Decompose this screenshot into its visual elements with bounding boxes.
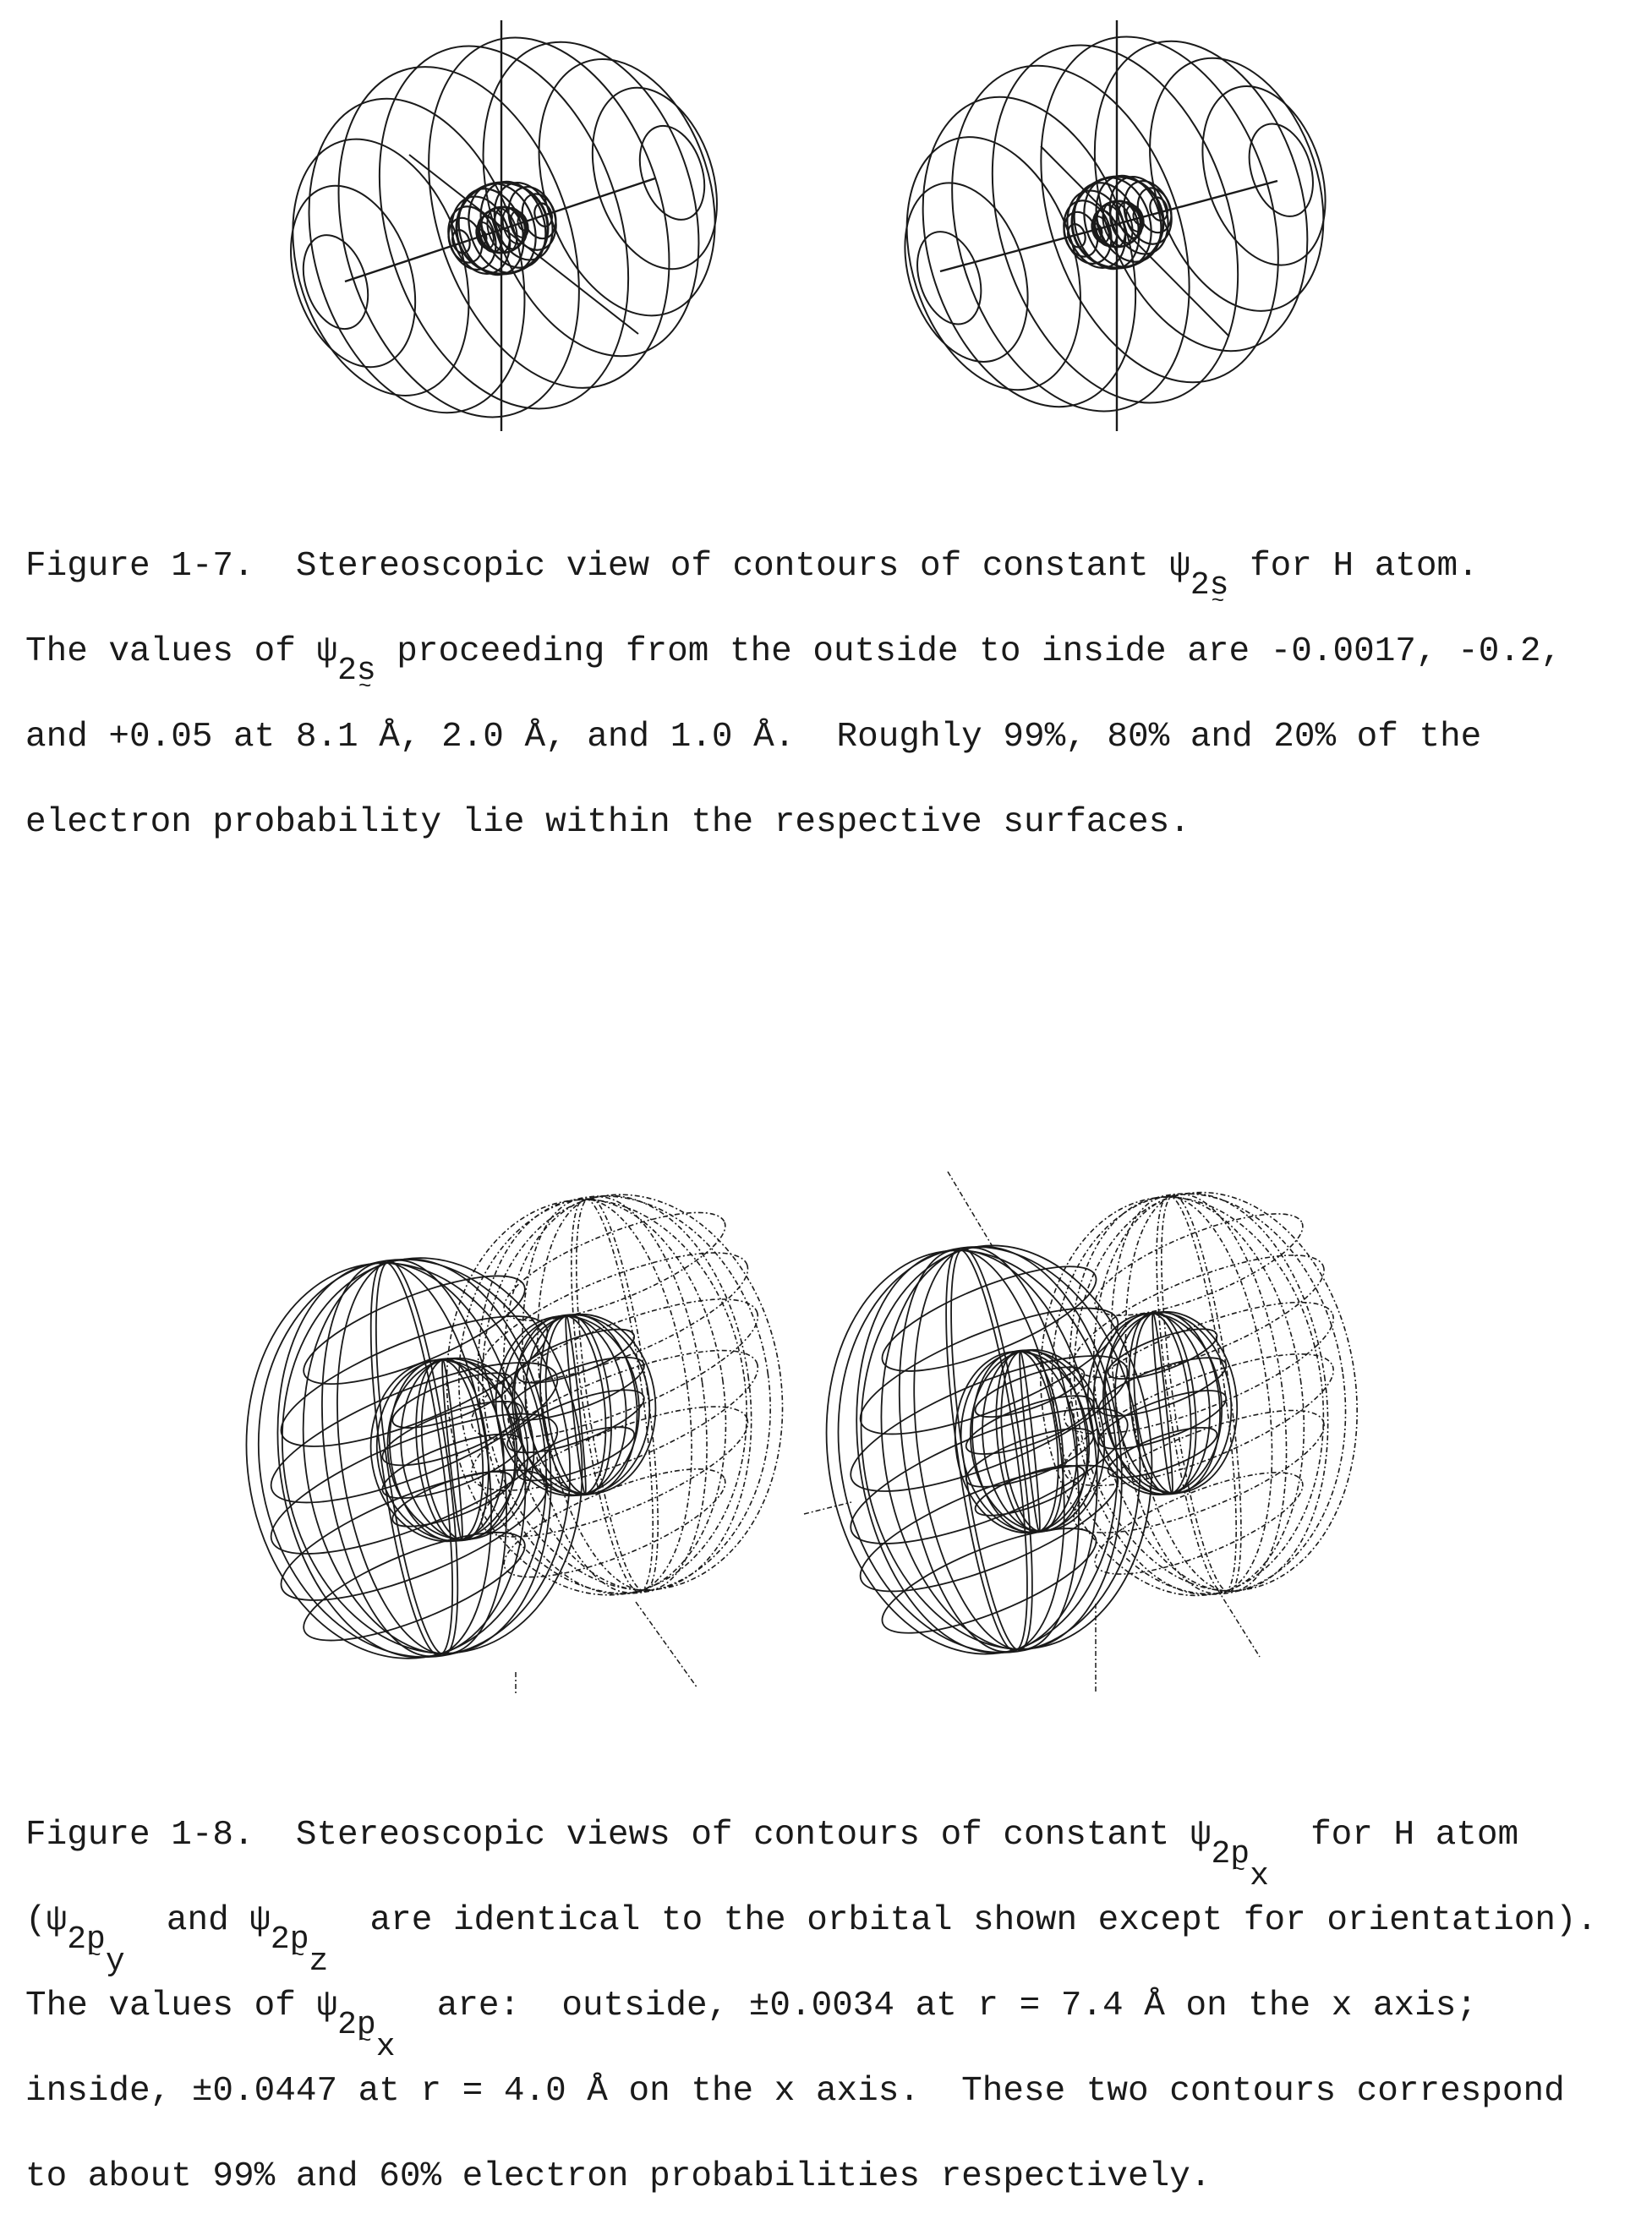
right-eye-view	[801, 1172, 1381, 1692]
meridian-ring	[515, 1186, 730, 1602]
caption-line	[25, 631, 1562, 689]
latitude-ring	[1050, 1276, 1348, 1459]
subscript-main: 2	[1190, 567, 1210, 604]
caption-text: proceeding from the outside to inside are -0.0017, -0.2,	[375, 632, 1562, 671]
latitude-ring	[375, 1389, 528, 1478]
caption-text: The values of	[25, 1987, 317, 2025]
caption-text: and	[124, 1901, 250, 1940]
meridian-ring	[457, 1175, 807, 1610]
caption-text: The values of	[25, 632, 317, 671]
caption-line	[25, 1899, 1598, 1980]
figure-1-7-wireframe	[0, 0, 1652, 473]
meridian-ring	[891, 1237, 1102, 1660]
figure-1-8-caption	[25, 1814, 1632, 2196]
subscript	[67, 1919, 125, 1980]
subscript-vector: s ~	[1210, 565, 1229, 607]
subscript	[1190, 565, 1229, 607]
subscript-vector: p ~	[86, 1919, 106, 1961]
caption-text: are: outside, ±0.0034 at r = 7.4 Å on the x axis;	[395, 1987, 1477, 2025]
meridian-ring	[876, 1239, 1087, 1663]
inner-positive-lobe	[1079, 1305, 1245, 1501]
caption-text: for H atom	[1268, 1816, 1519, 1855]
psi-symbol: ψ	[316, 1987, 338, 2025]
subscript	[337, 2004, 396, 2065]
sub-subscript: x	[375, 2029, 396, 2065]
figure-1-7-stereo-pair	[0, 0, 1652, 473]
left-eye-view	[262, 7, 746, 449]
psi-symbol: ψ	[1190, 1816, 1212, 1855]
subscript-main: 2	[67, 1921, 87, 1958]
psi-symbol: ψ	[249, 1901, 271, 1940]
caption-text: (	[25, 1901, 46, 1940]
axis-line	[804, 1502, 851, 1514]
axis-line	[948, 1172, 992, 1245]
subscript-main: 2	[337, 2007, 357, 2043]
subscript-vector: p ~	[1230, 1834, 1250, 1876]
contour-ring	[886, 69, 1173, 434]
subscript-main: 2	[1211, 1836, 1231, 1872]
psi-symbol: ψ	[1169, 547, 1190, 586]
figure-1-7-caption	[25, 545, 1632, 842]
caption-text: for H atom.	[1228, 547, 1479, 586]
subscript-vector: s ~	[357, 650, 376, 692]
caption-line: and +0.05 at 8.1 Å, 2.0 Å, and 1.0 Å. Roughly 99%, 80% and 20% of the	[25, 718, 1482, 757]
figure-1-8-stereo-pair	[0, 1150, 1652, 1724]
left-eye-view	[222, 1175, 807, 1696]
contour-ring	[1058, 14, 1344, 378]
meridian-ring	[563, 1315, 588, 1495]
caption-line	[25, 545, 1479, 604]
subscript-vector: p ~	[357, 2004, 376, 2047]
subscript	[1211, 1834, 1269, 1894]
subscript-vector: p ~	[290, 1919, 309, 1961]
caption-text: Figure 1-8. Stereoscopic views of contours of constant	[25, 1816, 1190, 1855]
outer-positive-lobe	[1015, 1174, 1382, 1615]
axis-line	[636, 1602, 697, 1688]
contour-ring	[271, 71, 562, 440]
latitude-ring	[1084, 1194, 1314, 1335]
caption-line: inside, ±0.0447 at r = 4.0 Å on the x axis. These two contours correspond	[25, 2072, 1565, 2111]
subscript-main: 2	[270, 1921, 290, 1958]
meridian-ring	[934, 1244, 1048, 1654]
caption-line	[25, 1814, 1519, 1894]
sub-subscript: y	[105, 1943, 125, 1980]
psi-symbol: ψ	[316, 632, 338, 671]
meridian-ring	[440, 1359, 465, 1541]
caption-text: Figure 1-7. Stereoscopic view of contours of constant	[25, 547, 1170, 586]
caption-line	[25, 1985, 1477, 2065]
figure-1-8-wireframe	[0, 1150, 1652, 1724]
outer-negative-lobe	[222, 1238, 607, 1678]
right-eye-view	[877, 6, 1354, 442]
sub-subscript: x	[1250, 1858, 1269, 1894]
sub-subscript: z	[309, 1943, 329, 1980]
latitude-ring	[501, 1345, 650, 1433]
subscript-main: 2	[337, 653, 357, 689]
caption-line: to about 99% and 60% electron probabilities respectively.	[25, 2157, 1212, 2196]
caption-line: electron probability lie within the respective surfaces.	[25, 803, 1190, 842]
caption-text: are identical to the orbital shown except for orientation).	[328, 1901, 1598, 1940]
meridian-ring	[560, 1194, 675, 1595]
axis-line	[1217, 1589, 1260, 1657]
outer-negative-lobe	[801, 1227, 1177, 1673]
subscript	[270, 1919, 329, 1980]
psi-symbol: ψ	[46, 1901, 68, 1940]
subscript	[337, 650, 376, 692]
